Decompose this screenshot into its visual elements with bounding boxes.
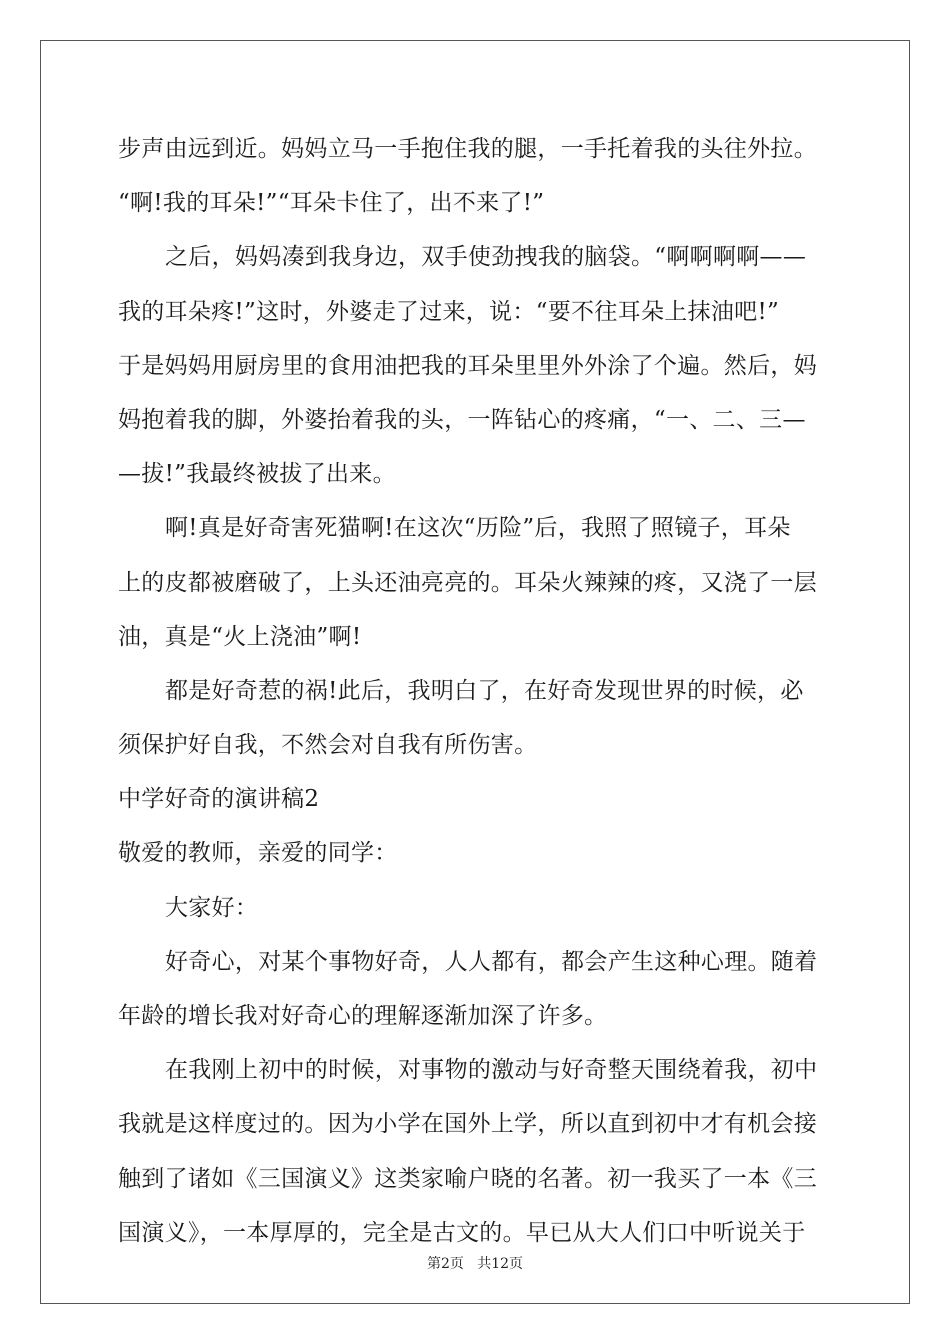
section-heading: 中学好奇的演讲稿2 xyxy=(118,786,320,813)
text-line: 触到了诸如《三国演义》这类家喻户晓的名著。初一我买了一本《三 xyxy=(118,1165,817,1192)
greeting: 大家好： xyxy=(165,894,259,921)
text-line: 我的耳朵疼!”这时，外婆走了过来，说：“要不往耳朵上抹油吧!” xyxy=(118,298,780,325)
text-line: 上的皮都被磨破了，上头还油亮亮的。耳朵火辣辣的疼，又浇了一层 xyxy=(118,569,817,596)
salutation: 敬爱的教师，亲爱的同学： xyxy=(118,840,398,867)
text-line: 好奇心，对某个事物好奇，人人都有，都会产生这种心理。随着 xyxy=(165,948,818,975)
text-line: “啊!我的耳朵!”“耳朵卡住了，出不来了!” xyxy=(118,190,545,217)
text-line: 在我刚上初中的时候，对事物的激动与好奇整天围绕着我，初中 xyxy=(165,1057,818,1084)
document-body xyxy=(118,122,836,1260)
text-line: 步声由远到近。妈妈立马一手抱住我的腿，一手托着我的头往外拉。 xyxy=(118,136,817,162)
text-line: 年龄的增长我对好奇心的理解逐渐加深了许多。 xyxy=(118,1003,608,1029)
text-line: 于是妈妈用厨房里的食用油把我的耳朵里里外外涂了个遍。然后，妈 xyxy=(118,352,817,379)
text-line: 都是好奇惹的祸!此后，我明白了，在好奇发现世界的时候，必 xyxy=(165,677,804,704)
text-line: 啊!真是好奇害死猫啊!在这次“历险”后，我照了照镜子，耳朵 xyxy=(165,515,791,542)
text-line: 须保护好自我，不然会对自我有所伤害。 xyxy=(118,732,538,759)
text-line: 油，真是“火上浇油”啊! xyxy=(118,623,362,650)
text-line: —拔!”我最终被拔了出来。 xyxy=(118,461,396,488)
text-line: 妈抱着我的脚，外婆抬着我的头，一阵钻心的疼痛，“一、二、三— xyxy=(118,406,806,433)
text-line: 国演义》，一本厚厚的，完全是古文的。早已从大人们口中听说关于 xyxy=(118,1219,806,1246)
page-number-footer: 第2页 共12页 xyxy=(426,1256,524,1272)
text-line: 之后，妈妈凑到我身边，双手使劲拽我的脑袋。“啊啊啊啊—— xyxy=(165,244,807,271)
text-line: 我就是这样度过的。因为小学在国外上学，所以直到初中才有机会接 xyxy=(118,1111,817,1138)
